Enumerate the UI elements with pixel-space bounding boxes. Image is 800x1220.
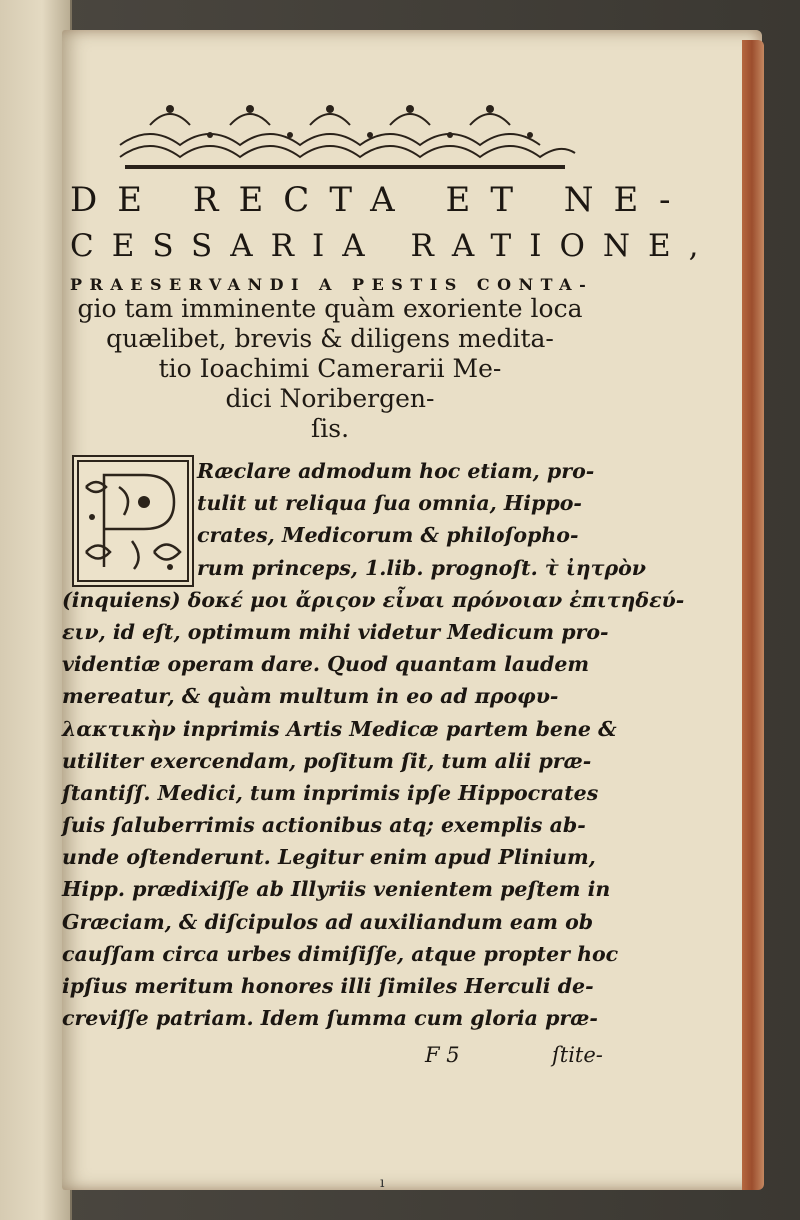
body-line: ſtantiſſ. Medici, tum inprimis ipſe Hippocrates [62,780,599,805]
body-line: mereatur, & quàm multum in eo ad προφυ- [62,684,559,709]
title-line-2: CESSARIA RATIONE, [70,228,717,264]
signature-mark: F 5 [425,1043,460,1067]
body-line: creviſſe patriam. Idem ſumma cum gloria præ- [62,1006,598,1031]
catchword: ſtite- [552,1043,603,1067]
body-line: utiliter exercendam, poſitum ſit, tum alii præ- [62,748,592,773]
body-line: rum princeps, 1.lib. prognoſt. τ̀ ἰητρὸν [197,555,646,580]
subtitle-line: gio tam imminente quàm exoriente loca [77,294,583,323]
body-line: videntiæ operam dare. Quod quantam laudem [62,652,590,677]
body-line: Ræclare admodum hoc etiam, pro- [197,459,595,483]
body-line: cauſſam circa urbes dimiſiſſe, atque propter hoc [62,941,619,966]
body-line: unde oſtenderunt. Legitur enim apud Plinium, [62,845,596,870]
subtitle-line: tio Ioachimi Camerarii Me- [158,354,502,383]
floral-headpiece-ornament-icon [110,95,580,175]
page-mark: ı [380,1175,385,1191]
body-line: Hipp. prædixiſſe ab Illyriis venientem peſtem in [62,877,611,902]
body-line: ſuis ſaluberrimis actionibus atq; exemplis ab- [62,813,586,838]
subtitle-block [70,294,590,444]
body-line: crates, Medicorum & philoſopho- [197,523,579,548]
page-fore-edge [742,40,764,1190]
subtitle-line: dici Noribergen- [225,384,435,413]
body-line: ειν, id eſt, optimum mihi videtur Medicum pro- [62,619,609,644]
subtitle-line: quælibet, brevis & diligens medita- [106,324,554,353]
body-line: tulit ut reliqua ſua omnia, Hippo- [197,491,582,516]
title-line-1: DE RECTA ET NE- [70,180,691,220]
subtitle-line: ſis. [310,414,350,443]
body-line: ipſius meritum honores illi ſimiles Herculi de- [62,974,594,998]
body-text-block [62,455,685,1034]
title-line-3: PRAESERVANDI A PESTIS CONTA- [70,275,594,294]
body-line: (inquiens) δοκέ μοι ἄριςον εἶναι πρόνοιαν ἐπιτηδεύ- [62,587,685,612]
body-line: λακτικὴν inprimis Artis Medicæ partem bene & [62,716,617,741]
body-line: Græciam, & diſcipulos ad auxiliandum eam ob [62,909,594,934]
